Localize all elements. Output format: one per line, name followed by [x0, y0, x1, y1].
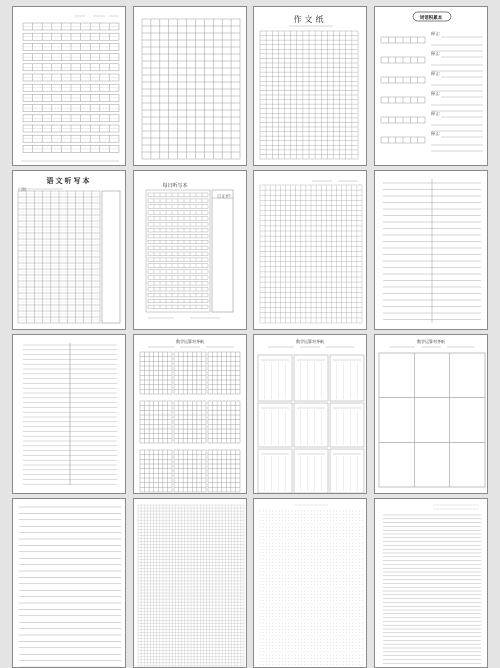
math-b-title: 数学运算对齐纸 — [296, 339, 324, 344]
meaning-label-4: 释义: — [431, 91, 441, 96]
sheet-dictation-book[interactable] — [12, 170, 126, 330]
meaning-label-5: 释义: — [431, 111, 441, 116]
sheet-math-align-columns[interactable] — [253, 334, 367, 494]
meaning-label-3: 释义: — [431, 71, 441, 76]
sheet-math-align-boxes[interactable] — [374, 334, 488, 494]
dot-grid-art — [254, 499, 367, 668]
sheet-dense-grid[interactable] — [133, 498, 247, 668]
svg-text:·: · — [360, 47, 361, 50]
sheet-center-split-lines[interactable] — [12, 334, 126, 494]
center-split-lines-art — [13, 335, 126, 494]
svg-text:·: · — [360, 131, 361, 134]
sheet-dot-grid[interactable] — [253, 498, 367, 668]
meaning-label-1: 释义: — [431, 31, 441, 36]
sheet-two-column-lines[interactable] — [374, 170, 488, 330]
error-note-label: 订正栏 — [217, 195, 231, 200]
math-c-title: 数学运算对齐纸 — [417, 339, 445, 344]
dictation-art — [13, 171, 126, 330]
sheet-mi-grid[interactable] — [253, 170, 367, 330]
date-label: 日期: — [18, 187, 28, 192]
sheet-daily-dictation[interactable] — [133, 170, 247, 330]
daily-dictation-title: 每日听写本 — [162, 183, 188, 189]
sheet-square-grid[interactable] — [133, 6, 247, 166]
sheet-composition-paper[interactable] — [253, 6, 367, 166]
narrow-lines-art — [375, 499, 488, 668]
composition-title: 作文纸 — [293, 15, 327, 24]
fine-grid-art — [254, 171, 367, 330]
math-blocks-art — [134, 335, 247, 494]
square-grid-art — [134, 7, 247, 166]
composition-grid-art — [254, 7, 367, 166]
vocab-title: 词语积累本 — [419, 16, 443, 21]
math-boxes-art — [375, 335, 488, 494]
meaning-label-2: 释义: — [431, 51, 441, 56]
svg-text:·: · — [360, 75, 361, 78]
sheet-tian-grid-rows[interactable] — [12, 6, 126, 166]
math-a-title: 数学运算对齐纸 — [176, 339, 204, 344]
daily-dictation-art — [134, 171, 247, 330]
sheet-vocab-notebook[interactable] — [374, 6, 488, 166]
dense-grid-art — [134, 499, 247, 668]
meaning-label-6: 释义: — [431, 131, 441, 136]
wide-lines-art — [13, 499, 126, 668]
math-columns-art — [254, 335, 367, 494]
sheet-wide-lines[interactable] — [12, 498, 126, 668]
vocab-art — [375, 7, 488, 166]
dictation-title: 语文听写本 — [46, 176, 92, 185]
two-column-lines-art — [375, 171, 488, 330]
tian-grid-rows-art — [13, 7, 126, 166]
sheet-narrow-lines[interactable] — [374, 498, 488, 668]
svg-text:·: · — [360, 103, 361, 106]
sheet-math-align-blocks[interactable] — [133, 334, 247, 494]
